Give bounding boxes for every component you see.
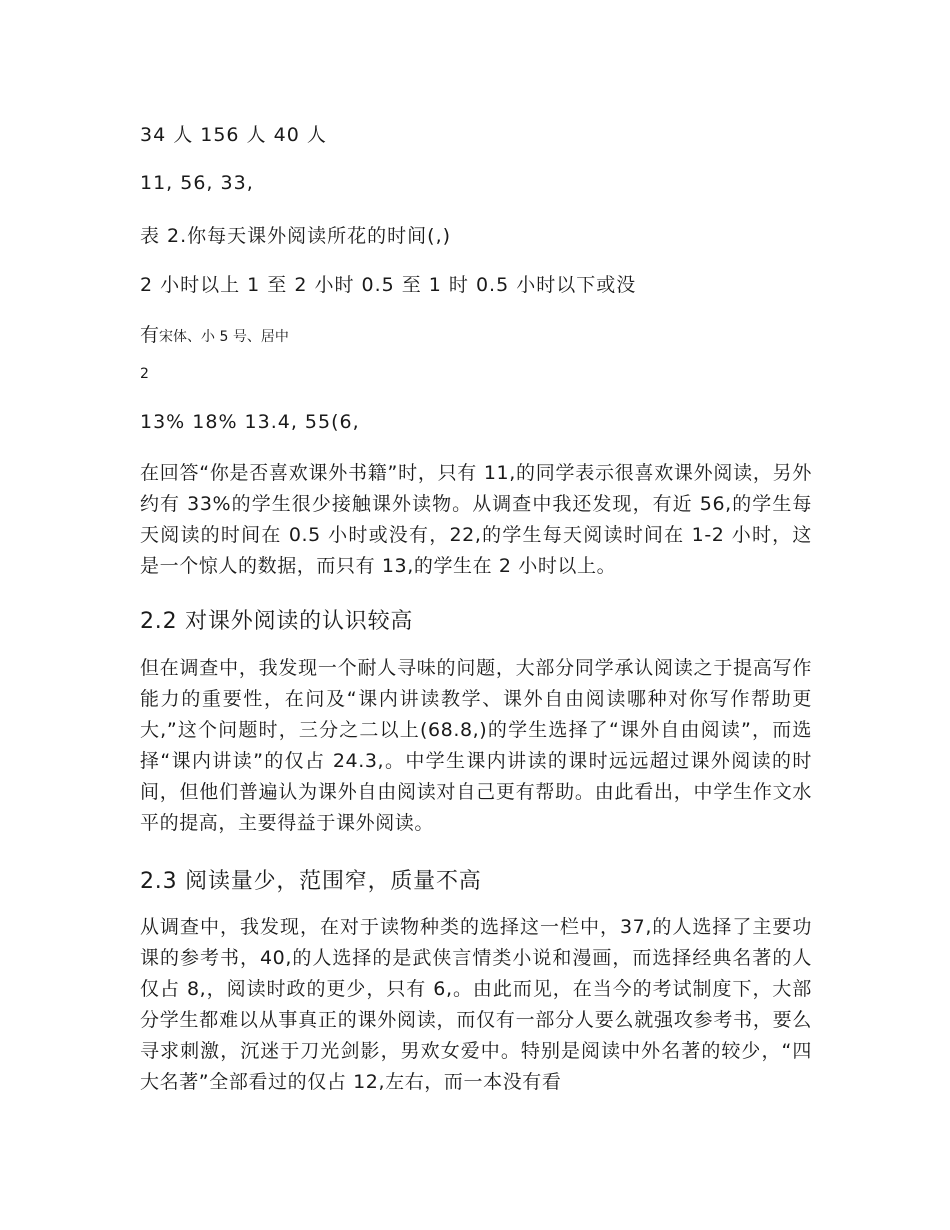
counts-line: 34 人 156 人 40 人	[140, 124, 327, 146]
section-heading-2-2: 2.2 对课外阅读的认识较高	[140, 609, 414, 634]
format-note: 宋体、小 5 号、居中	[159, 329, 289, 345]
page-number: 2	[140, 366, 149, 382]
options-continuation-char: 有	[140, 324, 160, 346]
options-continuation	[140, 320, 289, 347]
options-line: 2 小时以上 1 至 2 小时 0.5 至 1 时 0.5 小时以下或没	[140, 274, 637, 296]
paragraph-1: 在回答“你是否喜欢课外书籍”时，只有 11,的同学表示很喜欢课外阅读，另外约有 33%的学生很少接触课外读物。从调查中我还发现，有近 56,的学生每天阅读的时间在 0.5 小时或没有，22,的学生每天阅读时间在 1-2 小时，这是一个惊人的数据，而只有 13,的学生在 2 小时以上。	[140, 462, 812, 577]
paragraph-3: 从调查中，我发现，在对于读物种类的选择这一栏中，37,的人选择了主要功课的参考书，40,的人选择的是武侠言情类小说和漫画，而选择经典名著的人仅占 8,，阅读时政的更少，只有 6,。由此而见，在当今的考试制度下，大部分学生都难以从事真正的课外阅读，而仅有一部分人要么就强攻参考书，要么寻求刺激，沉迷于刀光剑影，男欢女爱中。特别是阅读中外名著的较少，“四大名著”全部看过的仅占 12,左右，而一本没有看	[140, 916, 812, 1093]
section-heading-2-3: 2.3 阅读量少，范围窄，质量不高	[140, 869, 482, 894]
table-2-title: 表 2.你每天课外阅读所花的时间(,)	[140, 225, 452, 247]
paragraph-2: 但在调查中，我发现一个耐人寻味的问题，大部分同学承认阅读之于提高写作能力的重要性，在问及“课内讲读教学、课外自由阅读哪种对你写作帮助更大,”这个问题时，三分之二以上(68.8,)的学生选择了“课外自由阅读”，而选择“课内讲读”的仅占 24.3,。中学生课内讲读的课时远远超过课外阅读的时间，但他们普遍认为课外自由阅读对自己更有帮助。由此看出，中学生作文水平的提高，主要得益于课外阅读。	[140, 657, 812, 834]
percents-line-1: 11, 56, 33,	[140, 172, 254, 194]
percents-line-2: 13% 18% 13.4, 55(6,	[140, 411, 360, 433]
